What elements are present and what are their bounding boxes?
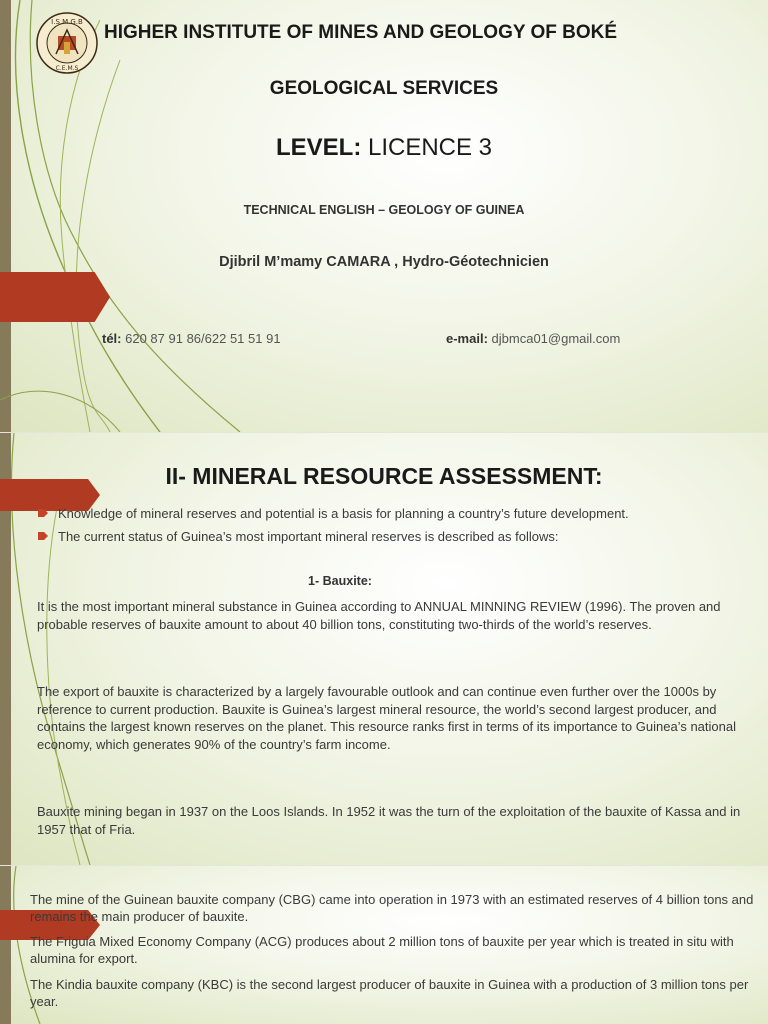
paragraph: The export of bauxite is characterized by a largely favourable outlook and can continue even further over the 1000s by reference to current production. Bauxite is Guinea’s largest mineral resource, the world’s second largest producer, and contains the largest known reserves on the planet. This resource ranks first in terms of its importance to Guinea’s national economy, which generates 90% of the country’s farm income. [37,684,736,752]
bullet-item [38,528,718,545]
level-value: LICENCE 3 [367,134,493,161]
red-arrow-decoration [0,272,110,322]
email-line [446,331,620,346]
logo-top-text: I.S.M.G.B [51,18,83,26]
level-line [0,134,768,162]
paragraph: It is the most important mineral substance in Guinea according to ANNUAL MINNING REVIEW (1996). The proven and probable reserves of bauxite amount to about 40 billion tons, constituting two-thirds of the world’s reserves. [37,599,721,632]
bullet-item [38,505,718,522]
paragraph: The Kindia bauxite company (KBC) is the second largest producer of bauxite in Guinea with a production of 3 million tons per year. [30,977,749,1009]
email-label: e-mail: [446,331,488,346]
department-name: GEOLOGICAL SERVICES [269,78,499,99]
bullet-text: Knowledge of mineral reserves and potential is a basis for planning a country’s future development. [58,506,629,521]
bullet-arrow-icon [38,509,48,517]
phone-line [102,331,281,346]
bullet-text: The current status of Guinea’s most important mineral reserves is described as follows: [58,529,559,544]
bullet-arrow-icon [38,532,48,540]
course-title: TECHNICAL ENGLISH – GEOLOGY OF GUINEA [243,203,525,217]
paragraph: Bauxite mining began in 1937 on the Loos Islands. In 1952 it was the turn of the exploitation of the bauxite of Kassa and in 1957 that of Fria. [37,804,741,837]
logo-bottom-text: C.E.M.S [55,65,79,72]
level-label: LEVEL: [275,134,362,161]
author-name: Djibril M’mamy CAMARA , Hydro-Géotechnicien [219,254,549,270]
institute-logo [36,12,98,74]
title-slide [0,0,768,432]
section-title: II- MINERAL RESOURCE ASSESSMENT: [165,463,603,489]
assessment-slide [0,433,768,865]
paragraph: The mine of the Guinean bauxite company (CBG) came into operation in 1973 with an estimated reserves of 4 billion tons and remains the main producer of bauxite. [30,892,754,924]
paragraph: The Friguia Mixed Economy Company (ACG) produces about 2 million tons of bauxite per year which is treated in situ with alumina for export. [30,934,734,966]
institution-name: HIGHER INSTITUTE OF MINES AND GEOLOGY OF BOKÉ [104,22,618,43]
email-value: djbmca01@gmail.com [491,331,621,346]
swirl-decoration [0,433,768,865]
bullet-list [38,505,718,551]
phone-label: tél: [102,331,122,346]
producers-slide [0,866,768,1024]
phone-value: 620 87 91 86/622 51 51 91 [125,331,281,346]
bauxite-subheading: 1- Bauxite: [308,574,372,588]
